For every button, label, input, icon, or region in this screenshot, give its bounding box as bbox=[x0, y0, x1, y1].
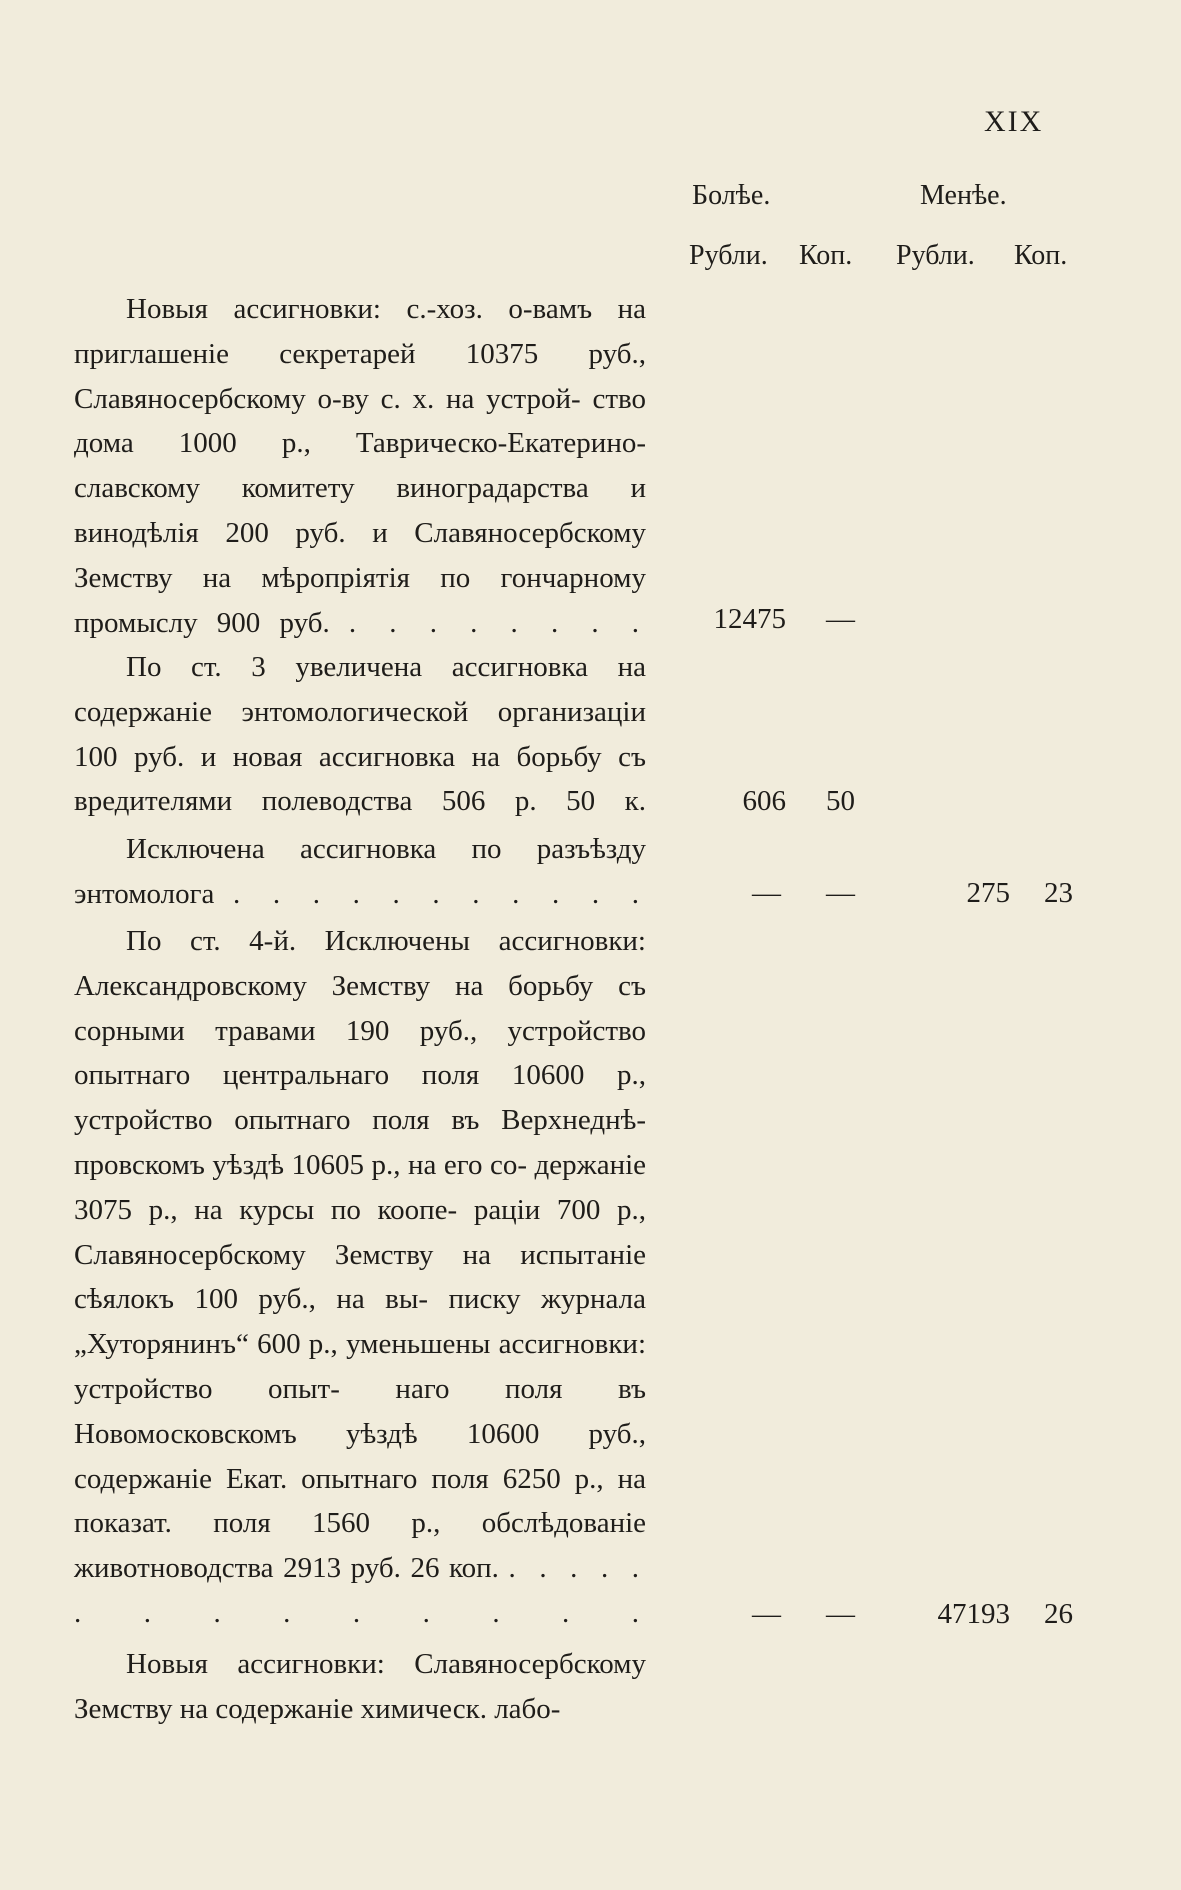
text-line-last: промыслу 900 руб. bbox=[74, 606, 330, 639]
paragraph bbox=[74, 827, 646, 917]
text-line: содержаніе энтомологической организаціи bbox=[74, 695, 646, 728]
text-line: провскомъ уѣздѣ 10605 р., на его со- bbox=[74, 1148, 528, 1181]
entry-block-article-4 bbox=[74, 919, 646, 1636]
column-header-less-rubles: Рубли. bbox=[896, 240, 975, 271]
entry-block-entomology bbox=[74, 645, 646, 824]
text-line: Александровскому Земству на борьбу съ bbox=[74, 969, 646, 1002]
amount-more-rubles: — bbox=[752, 1598, 781, 1630]
amount-more-rubles: — bbox=[752, 877, 781, 909]
text-line: винодѣлія 200 руб. и Славяносербскому bbox=[74, 516, 646, 549]
text-line: Новыя ассигновки: с.-хоз. о-вамъ на bbox=[126, 293, 646, 325]
text-line: 10600 руб., содержаніе Екат. опытнаго bbox=[74, 1417, 646, 1495]
amount-more-kopecks: — bbox=[826, 877, 855, 909]
amount-more-rubles: 12475 bbox=[713, 603, 786, 635]
text-line: Новыя ассигновки: Славяносербскому bbox=[126, 1648, 646, 1680]
text-line: Славяносербскому о-ву с. х. на устрой- bbox=[74, 382, 581, 415]
text-line: устройство опытнаго поля въ Верхнеднѣ- bbox=[74, 1104, 646, 1137]
paragraph bbox=[74, 645, 646, 824]
amount-less-rubles: 275 bbox=[966, 877, 1010, 909]
text-line: По ст. 3 увеличена ассигновка на bbox=[126, 651, 646, 683]
text-line: на испытаніе сѣялокъ 100 руб., на вы- bbox=[74, 1238, 647, 1316]
text-line: сорными травами 190 руб., устройство bbox=[74, 1014, 646, 1047]
text-line: держаніе 3075 р., на курсы по коопе- bbox=[74, 1148, 647, 1226]
text-line: ство дома 1000 р., Таврическо-Екатерино- bbox=[74, 382, 647, 460]
text-line: раціи 700 р., Славяносербскому Земству bbox=[74, 1193, 647, 1271]
amount-more-kopecks: — bbox=[826, 603, 855, 635]
amount-more-kopecks: 50 bbox=[826, 785, 855, 817]
text-line: 100 руб. и новая ассигновка на борьбу bbox=[74, 740, 602, 773]
dot-leader: . . . . . . . . bbox=[348, 606, 647, 639]
text-line-last: съ вредителями полеводства 506 р. 50 к. bbox=[74, 740, 647, 818]
column-header-more-rubles: Рубли. bbox=[689, 240, 768, 271]
page-number: XIX bbox=[984, 105, 1044, 138]
text-line: поля 6250 р., на показат. поля 1560 р., bbox=[74, 1462, 646, 1540]
entry-block-new-allocations-lab bbox=[74, 1642, 646, 1732]
amount-more-kopecks: — bbox=[826, 1598, 855, 1630]
text-line-last: энтомолога bbox=[74, 877, 215, 910]
paragraph bbox=[74, 287, 646, 645]
text-line: опытнаго центральнаго поля 10600 р., bbox=[74, 1059, 646, 1092]
column-header-more: Болѣе. bbox=[692, 180, 771, 211]
text-line: Земству на содержаніе химическ. лабо- bbox=[74, 1692, 561, 1725]
column-header-less: Менѣе. bbox=[920, 180, 1007, 211]
text-line: славскому комитету виноградарства и bbox=[74, 472, 646, 505]
text-line: уменьшены ассигновки: устройство опыт- bbox=[74, 1328, 647, 1405]
column-header-more-kopecks: Коп. bbox=[799, 240, 853, 271]
entry-block-excluded-travel bbox=[74, 827, 646, 917]
amount-less-kopecks: 26 bbox=[1044, 1598, 1073, 1630]
text-line: писку журнала „Хуторянинъ“ 600 р., bbox=[74, 1283, 647, 1361]
paragraph bbox=[74, 919, 646, 1636]
text-line-last: 26 коп. bbox=[410, 1552, 499, 1585]
entry-block-new-allocations bbox=[74, 287, 646, 645]
column-header-less-kopecks: Коп. bbox=[1014, 240, 1068, 271]
amount-less-rubles: 47193 bbox=[937, 1598, 1010, 1630]
text-line: По ст. 4-й. Исключены ассигновки: bbox=[126, 925, 646, 957]
amount-less-kopecks: 23 bbox=[1044, 877, 1073, 909]
dot-leader: . . . . . . . . . . . bbox=[233, 877, 647, 910]
paragraph bbox=[74, 1642, 646, 1732]
text-line: наго поля въ Новомосковскомъ уѣздѣ bbox=[74, 1372, 647, 1450]
dot-leader: . . . . . . . . . . . . . . bbox=[74, 1552, 647, 1629]
text-line: Исключена ассигновка по разъѣзду bbox=[126, 833, 646, 865]
amount-more-rubles: 606 bbox=[742, 785, 786, 817]
text-line: обслѣдованіе животноводства 2913 руб. bbox=[74, 1507, 647, 1585]
text-line: Земству на мѣропріятія по гончарному bbox=[74, 561, 646, 594]
text-line: приглашеніе секретарей 10375 руб., bbox=[74, 337, 646, 370]
